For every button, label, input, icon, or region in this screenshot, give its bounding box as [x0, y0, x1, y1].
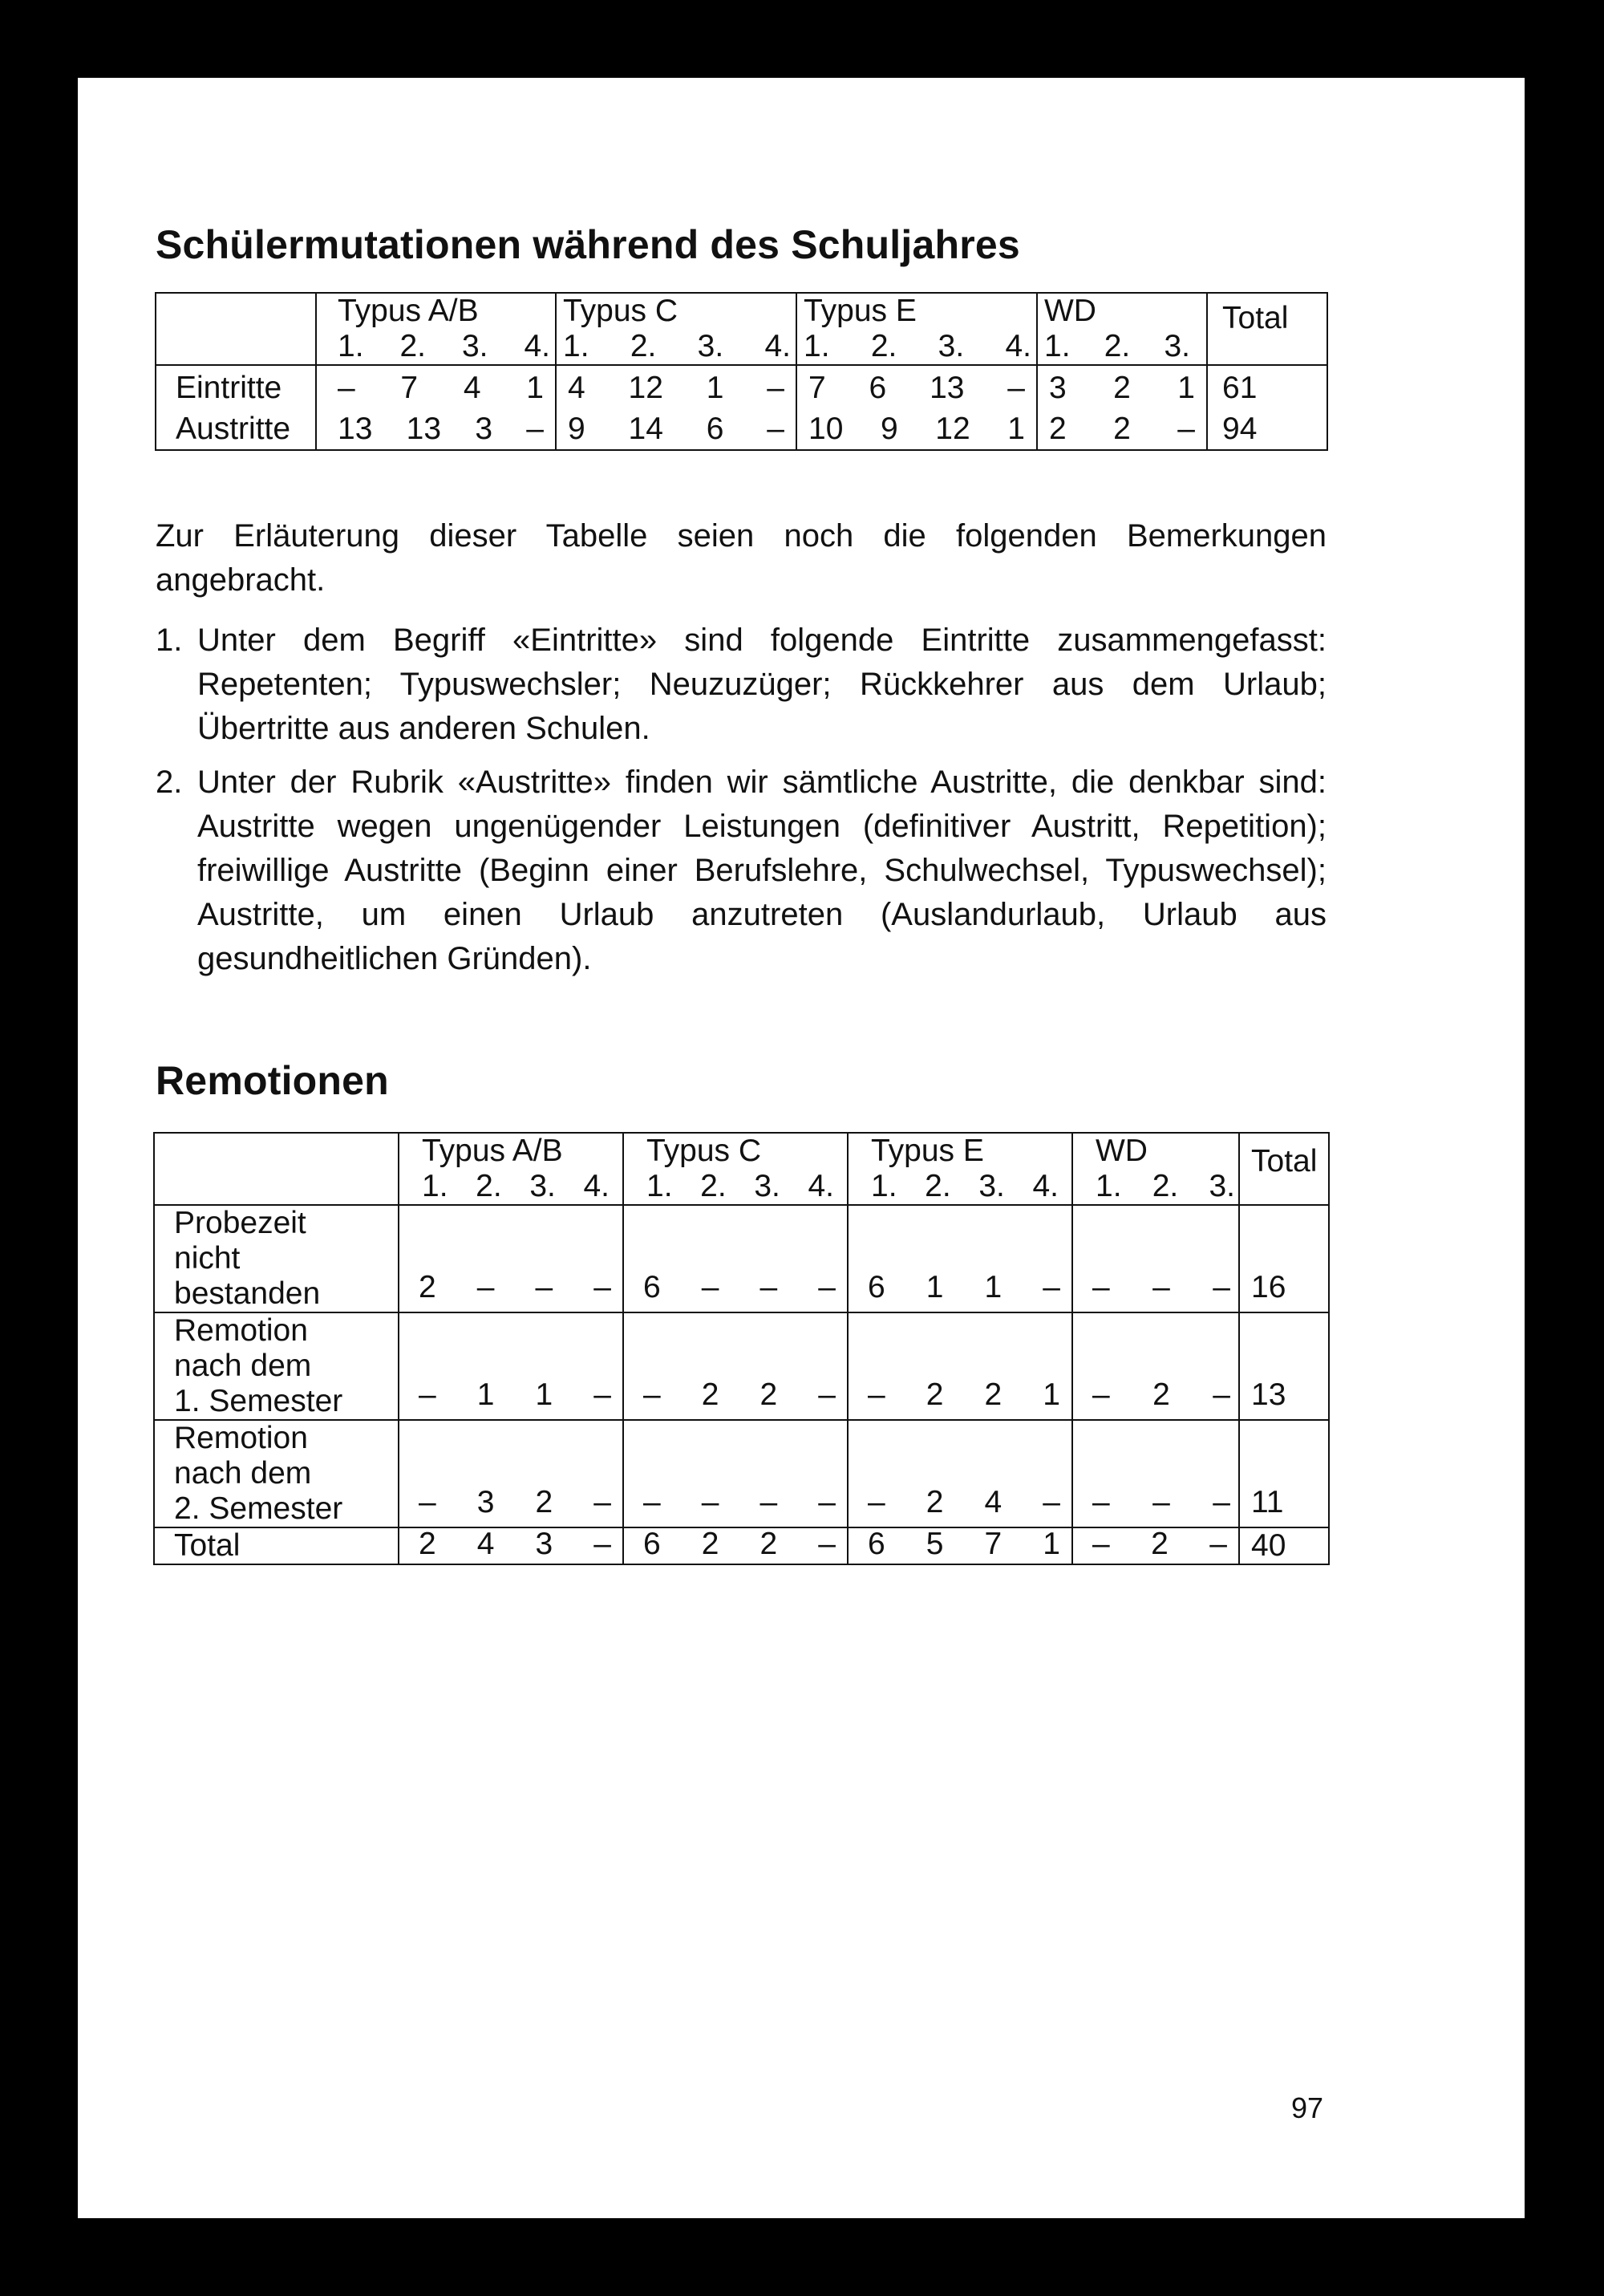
header-corner: [156, 293, 316, 365]
table-cell: 6: [643, 1527, 661, 1561]
value-row: [338, 408, 544, 449]
intro-paragraph: Zur Erläuterung dieser Tabelle seien noch die folgenden Bemerkungen angebracht.: [156, 518, 1327, 598]
table-cell: 2: [1151, 1527, 1169, 1561]
table-cell: –: [1213, 1377, 1230, 1412]
table-cell: 4: [984, 1485, 1003, 1519]
row-label-line: nach dem: [174, 1349, 312, 1383]
table-cell: 4: [463, 371, 481, 405]
total-header: [1207, 293, 1327, 365]
value-row: [1049, 367, 1195, 408]
year-label: 4.: [524, 329, 550, 363]
value-row: [419, 1379, 611, 1411]
year-label: 3.: [978, 1169, 1005, 1203]
value-row: [868, 1487, 1060, 1519]
row-label-cell: [154, 1205, 399, 1312]
value-row: [868, 1272, 1060, 1304]
header-corner: [154, 1133, 399, 1205]
table-cell: 13: [338, 412, 373, 446]
row-label: Austritte: [176, 412, 291, 446]
year-labels: [422, 1169, 610, 1204]
table-cell: –: [1177, 412, 1195, 446]
row-label-line: Remotion: [174, 1421, 308, 1455]
group-values: [399, 1205, 623, 1312]
value-row: [419, 1272, 611, 1304]
list-item-1: [156, 619, 1327, 751]
table-cell: –: [767, 371, 784, 405]
year-label: 4.: [764, 329, 791, 363]
table-cell: –: [643, 1377, 661, 1412]
table-cell: 1: [706, 371, 724, 405]
table-cell: 1: [984, 1270, 1003, 1304]
group-values: [1072, 1312, 1239, 1420]
total-row: [154, 1527, 1329, 1564]
table-cell: –: [1092, 1377, 1110, 1412]
year-labels: [563, 329, 791, 364]
table-cell: 3: [1049, 371, 1067, 405]
header-row: [154, 1133, 1329, 1205]
table-cell: –: [593, 1377, 611, 1412]
table-cell: –: [1213, 1270, 1230, 1304]
table-cell: 4: [476, 1527, 495, 1561]
table-cell: 4: [568, 371, 585, 405]
table-cell: 10: [808, 412, 844, 446]
group-values: [1072, 1527, 1239, 1564]
table-cell: 2: [984, 1377, 1003, 1412]
table-cell: –: [818, 1270, 836, 1304]
table-cell: 2: [701, 1527, 719, 1561]
header-row: [156, 293, 1327, 365]
table-cell: 7: [984, 1527, 1003, 1561]
section1-title: Schülermutationen während des Schuljahres: [156, 222, 1020, 267]
value-row: [399, 1528, 622, 1560]
year-label: 3.: [1209, 1169, 1235, 1203]
table-cell: 13: [406, 412, 442, 446]
table-cell: –: [1213, 1485, 1230, 1519]
table-cell: 2: [759, 1527, 778, 1561]
year-label: 1.: [1044, 329, 1071, 363]
group-values: [623, 1527, 848, 1564]
table-cell: –: [419, 1485, 436, 1519]
total-value: 61: [1222, 371, 1258, 405]
table-cell: –: [535, 1270, 553, 1304]
value-row: [808, 367, 1025, 408]
total-value: 94: [1222, 412, 1258, 446]
group-name: Typus C: [646, 1134, 762, 1168]
table-cell: –: [818, 1527, 836, 1561]
table-cell: 9: [568, 412, 585, 446]
group-values: [796, 365, 1037, 450]
row-label-line: 2. Semester: [174, 1491, 343, 1526]
value-row: [1049, 408, 1195, 449]
group-values: [399, 1527, 623, 1564]
table-cell: 1: [1043, 1527, 1060, 1561]
table-cell: 12: [628, 371, 663, 405]
group-header-content: [399, 1134, 622, 1204]
table-cell: –: [593, 1485, 611, 1519]
table-cell: 2: [1113, 412, 1131, 446]
year-labels: [804, 329, 1031, 364]
list-text: Unter der Rubrik «Austritte» finden wir sämtliche Austritte, die denkbar sind: Austritte wegen ungenügender Leistungen (definitiver Austritt, Repetition); freiwillige Austritte (Beginn einer Berufslehre, Schulwechsel, Typuswechsel); Austritte, um einen Urlaub anzutreten (Auslandurlaub, Urlaub aus gesundheitlichen Gründen).: [197, 765, 1327, 976]
group-values: [399, 1420, 623, 1527]
year-label: 2.: [870, 329, 897, 363]
table-cell: –: [643, 1485, 661, 1519]
table-cell: –: [767, 412, 784, 446]
year-label: 4.: [1005, 329, 1031, 363]
group-values-content: [557, 366, 796, 449]
table-row: [154, 1312, 1329, 1420]
table-cell: 12: [935, 412, 970, 446]
group-values: [848, 1527, 1072, 1564]
year-label: 2.: [1104, 329, 1131, 363]
list-number: 1.: [156, 623, 183, 658]
year-label: 4.: [1032, 1169, 1059, 1203]
row-label-line: Probezeit: [174, 1206, 306, 1240]
table-cell: –: [1092, 1270, 1110, 1304]
mutations-table: [155, 292, 1328, 451]
year-label: 2.: [630, 329, 657, 363]
table-cell: –: [593, 1527, 611, 1561]
value-row: [808, 408, 1025, 449]
row-label-lines: [155, 1313, 398, 1419]
body-row: [156, 365, 1327, 450]
table-cell: 1: [1007, 412, 1025, 446]
group-header: [796, 293, 1037, 365]
list-item-2: [156, 761, 1327, 981]
group-header-content: [1038, 294, 1206, 364]
table-cell: 13: [930, 371, 965, 405]
group-values: [623, 1312, 848, 1420]
table-cell: 6: [869, 371, 887, 405]
group-name: Typus E: [804, 294, 917, 328]
table-cell: –: [818, 1377, 836, 1412]
table-cell: 6: [643, 1270, 661, 1304]
total-value: 40: [1251, 1528, 1286, 1563]
year-label: 1.: [646, 1169, 673, 1203]
row-label: Eintritte: [176, 371, 282, 405]
value-row: [1092, 1487, 1230, 1519]
table-cell: 3: [475, 412, 493, 446]
table-cell: 5: [926, 1527, 944, 1561]
group-name: Typus A/B: [338, 294, 479, 328]
row-label-lines: [155, 1206, 398, 1312]
group-values-content: [797, 366, 1036, 449]
page-number: 97: [1291, 2091, 1324, 2124]
year-label: 3.: [529, 1169, 556, 1203]
row-label-line: 1. Semester: [174, 1384, 343, 1418]
group-header: [848, 1133, 1072, 1205]
value-row: [868, 1379, 1060, 1411]
table-cell: 1: [476, 1377, 495, 1412]
year-label: 3.: [461, 329, 488, 363]
year-label: 2.: [1152, 1169, 1179, 1203]
group-header-content: [317, 294, 555, 364]
total-value-cell: [1239, 1312, 1329, 1420]
table-cell: 6: [868, 1527, 885, 1561]
table-cell: 7: [400, 371, 419, 405]
table-cell: 2: [419, 1527, 436, 1561]
table-cell: –: [526, 412, 544, 446]
row-label-line: nicht: [174, 1241, 241, 1276]
table-cell: 1: [526, 371, 544, 405]
table-cell: –: [759, 1270, 778, 1304]
table-cell: –: [1209, 1527, 1227, 1561]
value-row: [1073, 1528, 1238, 1560]
table-cell: 7: [808, 371, 826, 405]
group-values: [1072, 1420, 1239, 1527]
group-values-content: [317, 366, 555, 449]
table-cell: –: [1043, 1485, 1060, 1519]
year-label: 4.: [583, 1169, 610, 1203]
table-cell: –: [818, 1485, 836, 1519]
table-cell: –: [593, 1270, 611, 1304]
list-text: Unter dem Begriff «Eintritte» sind folgende Eintritte zusammengefasst: Repetenten; Typuswechsler; Neuzuzüger; Rückkehrer aus dem Urlaub; Übertritte aus anderen Schulen.: [197, 623, 1327, 746]
table-cell: –: [1092, 1527, 1110, 1561]
group-header: [399, 1133, 623, 1205]
table-cell: –: [1007, 371, 1025, 405]
table-cell: 14: [628, 412, 663, 446]
table-cell: –: [1152, 1485, 1170, 1519]
total-values: [1207, 365, 1327, 450]
table-cell: 2: [759, 1377, 778, 1412]
group-header-content: [849, 1134, 1071, 1204]
total-value: 16: [1251, 1270, 1286, 1304]
year-label: 1.: [1096, 1169, 1122, 1203]
table-cell: 2: [926, 1377, 944, 1412]
row-label-lines: [155, 1421, 398, 1527]
year-labels: [338, 329, 550, 364]
row-labels-content: [156, 366, 315, 449]
group-header-content: [1073, 1134, 1238, 1204]
table-cell: 6: [868, 1270, 885, 1304]
value-row: [419, 1487, 611, 1519]
year-label: 3.: [697, 329, 724, 363]
year-labels: [646, 1169, 834, 1204]
total-header: [1239, 1133, 1329, 1205]
table-cell: –: [701, 1270, 719, 1304]
row-label-cell: [154, 1420, 399, 1527]
table-cell: 2: [535, 1485, 553, 1519]
table-cell: 1: [535, 1377, 553, 1412]
group-header: [623, 1133, 848, 1205]
table-cell: 2: [1152, 1377, 1170, 1412]
group-header: [316, 293, 556, 365]
year-label: 1.: [871, 1169, 897, 1203]
value-row: [643, 1379, 836, 1411]
table-row: [154, 1420, 1329, 1527]
group-values: [316, 365, 556, 450]
row-label-line: bestanden: [174, 1276, 321, 1311]
year-label: 2.: [700, 1169, 727, 1203]
group-name: Typus A/B: [422, 1134, 563, 1168]
row-label-cell: [154, 1312, 399, 1420]
total-header-text: Total: [1251, 1144, 1318, 1178]
year-label: 4.: [808, 1169, 834, 1203]
year-label: 1.: [422, 1169, 448, 1203]
group-name: Typus C: [563, 294, 678, 328]
group-values: [848, 1420, 1072, 1527]
group-header: [556, 293, 796, 365]
row-label: Total: [174, 1528, 241, 1563]
table-cell: 9: [880, 412, 898, 446]
row-label-line: nach dem: [174, 1456, 312, 1491]
group-header-content: [624, 1134, 847, 1204]
year-label: 2.: [476, 1169, 502, 1203]
group-name: Typus E: [871, 1134, 984, 1168]
group-values: [623, 1205, 848, 1312]
year-label: 1.: [804, 329, 830, 363]
total-value: 13: [1251, 1377, 1286, 1412]
total-value-cell: [1239, 1420, 1329, 1527]
row-label-cell: [154, 1527, 399, 1564]
year-labels: [1044, 329, 1201, 364]
year-label: 2.: [399, 329, 427, 363]
group-header-content: [797, 294, 1036, 364]
table-cell: –: [868, 1377, 885, 1412]
group-values-content: [1038, 366, 1206, 449]
section2-title: Remotionen: [156, 1058, 389, 1103]
table-cell: –: [338, 371, 355, 405]
table-row: [154, 1205, 1329, 1312]
group-values: [556, 365, 796, 450]
group-values: [623, 1420, 848, 1527]
table-cell: 2: [1113, 371, 1131, 405]
table-cell: –: [476, 1270, 495, 1304]
table-cell: 1: [1043, 1377, 1060, 1412]
year-label: 3.: [938, 329, 965, 363]
group-values: [1037, 365, 1207, 450]
total-value: 11: [1251, 1485, 1284, 1519]
table-cell: 2: [926, 1485, 944, 1519]
value-row: [643, 1487, 836, 1519]
list-number: 2.: [156, 765, 183, 800]
year-labels: [1096, 1169, 1235, 1204]
year-label: 1.: [338, 329, 364, 363]
group-header: [1037, 293, 1207, 365]
group-values: [848, 1205, 1072, 1312]
table-cell: 3: [535, 1527, 553, 1561]
total-value-cell: [1239, 1205, 1329, 1312]
table-cell: 2: [701, 1377, 719, 1412]
value-row: [643, 1272, 836, 1304]
group-header-content: [557, 294, 796, 364]
group-name: WD: [1044, 294, 1096, 328]
row-labels: [156, 365, 316, 450]
table-cell: 1: [1177, 371, 1195, 405]
value-row: [849, 1528, 1071, 1560]
value-row: [1092, 1272, 1230, 1304]
year-labels: [871, 1169, 1059, 1204]
value-row: [1092, 1379, 1230, 1411]
table-cell: 2: [419, 1270, 436, 1304]
remotions-table: [153, 1132, 1330, 1565]
group-name: WD: [1096, 1134, 1148, 1168]
value-row: [624, 1528, 847, 1560]
year-label: 3.: [754, 1169, 780, 1203]
table-cell: 3: [476, 1485, 495, 1519]
table-cell: –: [759, 1485, 778, 1519]
year-label: 2.: [925, 1169, 951, 1203]
table-cell: –: [1152, 1270, 1170, 1304]
group-header: [1072, 1133, 1239, 1205]
group-values: [848, 1312, 1072, 1420]
table-cell: –: [868, 1485, 885, 1519]
table-cell: –: [1043, 1270, 1060, 1304]
total-header-text: Total: [1222, 301, 1289, 335]
table-cell: 1: [926, 1270, 944, 1304]
table-cell: 2: [1049, 412, 1067, 446]
total-values-content: [1208, 366, 1327, 449]
value-row: [338, 367, 544, 408]
table-cell: –: [1092, 1485, 1110, 1519]
table-cell: –: [419, 1377, 436, 1412]
group-values: [1072, 1205, 1239, 1312]
value-row: [568, 367, 784, 408]
year-label: 1.: [563, 329, 589, 363]
table-cell: –: [701, 1485, 719, 1519]
total-value-cell: [1239, 1527, 1329, 1564]
row-label-line: Remotion: [174, 1313, 308, 1348]
value-row: [568, 408, 784, 449]
table-cell: 6: [706, 412, 724, 446]
group-values: [399, 1312, 623, 1420]
year-label: 3.: [1164, 329, 1190, 363]
